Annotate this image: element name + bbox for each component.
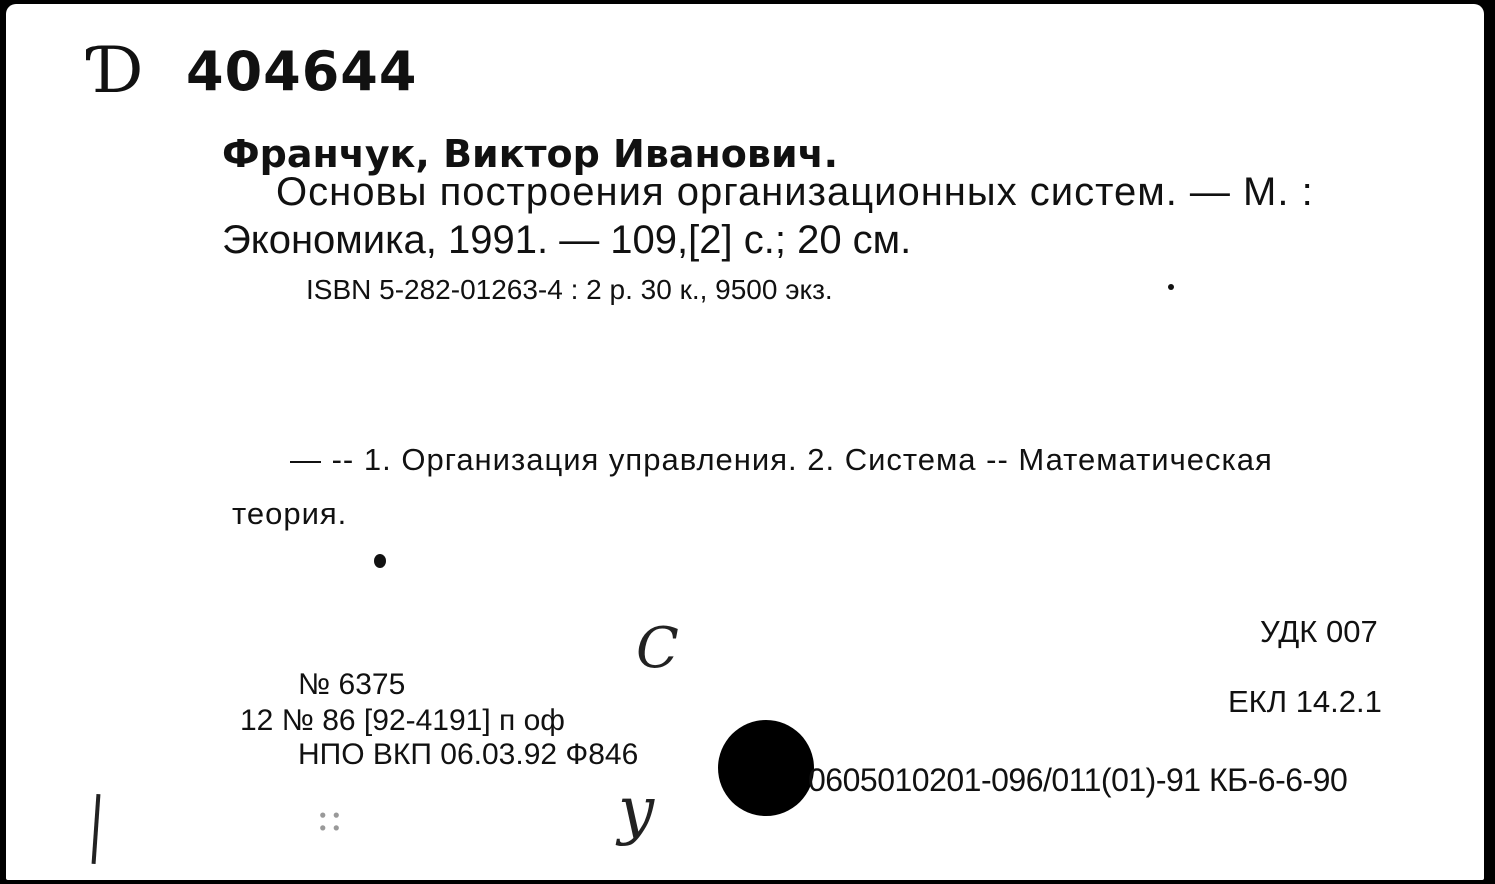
call-number: 404644 bbox=[186, 40, 418, 103]
ink-dot bbox=[1168, 284, 1174, 290]
npo-line: НПО ВКП 06.03.92 Ф846 bbox=[298, 738, 639, 771]
pencil-stroke bbox=[92, 794, 101, 864]
isbn-line: ISBN 5-282-01263-4 : 2 р. 30 к., 9500 экз. bbox=[306, 274, 833, 305]
order-line: 12 № 86 [92-4191] п оф bbox=[240, 704, 565, 737]
acquisition-number: № 6375 bbox=[298, 668, 406, 701]
udk-code: УДК 007 bbox=[1260, 614, 1378, 649]
catalog-card bbox=[6, 4, 1484, 880]
subjects-line-1: — -- 1. Организация управления. 2. Система -- Математическая bbox=[290, 442, 1273, 477]
faint-pencil-mark: :: bbox=[316, 794, 343, 840]
subjects-line-2: теория. bbox=[232, 496, 348, 531]
handwritten-mark-c: C bbox=[636, 616, 679, 681]
publication-code: 0605010201-096/011(01)-91 КБ-6-6-90 bbox=[808, 762, 1348, 798]
ink-blot bbox=[374, 554, 386, 568]
handwritten-mark-y: y bbox=[618, 774, 655, 848]
call-letter: Ɗ bbox=[92, 34, 144, 108]
title-line-1: Основы построения организационных систем. — М. : bbox=[276, 170, 1314, 214]
title-line-2: Экономика, 1991. — 109,[2] с.; 20 см. bbox=[222, 218, 912, 262]
author-heading: Франчук, Виктор Иванович. bbox=[222, 132, 839, 176]
ekl-code: ЕКЛ 14.2.1 bbox=[1228, 684, 1382, 719]
punch-hole bbox=[718, 720, 814, 816]
